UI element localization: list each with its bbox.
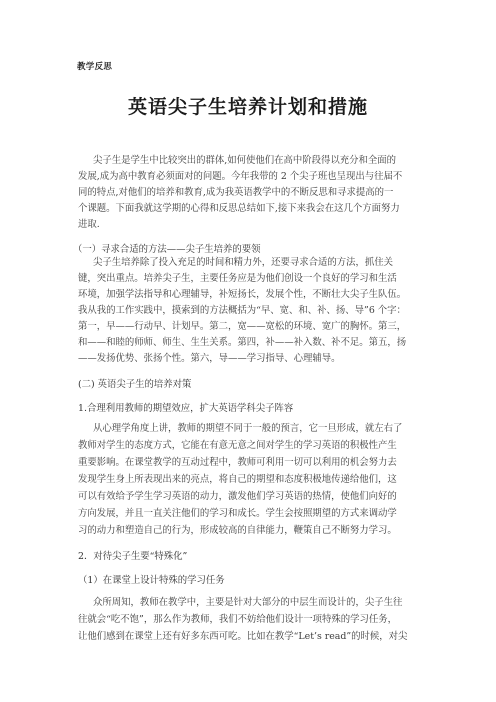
point1-line: 习的动力和塑造自己的行为，形成较高的自律能力，鞭策自己不断努力学习。	[78, 525, 397, 536]
sub1-line: 众所周知，教师在教学中，主要是针对大部分的中层生而设计的，尖子生往	[93, 597, 403, 608]
section1-line: 尖子生培养除了投入充足的时间和精力外，还要寻求合适的方法，抓住关	[93, 257, 394, 268]
section1-line: 和——和睦的师师、师生、生生关系。第四，补——补入数、补不足。第五，扬	[78, 337, 407, 348]
section1-line: 我从我的工作实践中，摸索到的方法概括为“早、宽、和、补、扬、导”6 个字：	[78, 305, 406, 316]
intro-line: 尖子生是学生中比较突出的群体,如何使他们在高中阶段得以充分和全面的	[93, 155, 396, 166]
point1-line: 重要影响。在课堂教学的互动过程中，教师可利用一切可以利用的机会努力去	[78, 457, 397, 468]
section1-line: ——发扬优势、张扬个性。第六，导——学习指导、心理辅导。	[78, 353, 341, 364]
point1-line: 从心理学角度上讲，教师的期望不同于一般的预言，它一旦形成，就左右了	[93, 423, 403, 434]
sub1-line: 往就会“吃不饱”，那么作为教师，我们不妨给他们设计一项特殊的学习任务，	[78, 614, 397, 625]
point1-line: 教师对学生的态度方式，它能在有意无意之间对学生的学习英语的积极性产生	[78, 440, 397, 451]
point1-line: 可以有效给予学生学习英语的动力，激发他们学习英语的热情，使他们向好的	[78, 491, 397, 502]
point1-line: 方向发展，并且一直关注他们的学习和成长。学生会按照期望的方式来调动学	[78, 508, 397, 519]
section-heading: (二) 英语尖子生的培养对策	[78, 379, 192, 390]
subsection-heading: 1.合理利用教师的期望效应，扩大英语学科尖子阵容	[78, 403, 294, 414]
page-title: 英语尖子生培养计划和措施	[127, 96, 368, 118]
sub1-line: 让他们感到在课堂上还有好多东西可吃。比如在教学“Let’s read”的时候，对尖	[78, 631, 408, 642]
intro-line: 发展,成为高中教育必须面对的问题。今年我带的 2 个尖子班也呈现出与往届不	[78, 171, 403, 182]
section-heading: （一）寻求合适的方法——尖子生培养的要领	[73, 244, 261, 255]
intro-line: 个课题。下面我就这学期的心得和反思总结如下,接下来我会在这几个方面努力	[78, 203, 400, 214]
intro-line: 进取.	[78, 219, 100, 230]
point1-line: 发现学生身上所表现出来的亮点，将自己的期望和态度积极地传递给他们，这	[78, 474, 397, 485]
subsection-heading: 2．对待尖子生要“特殊化”	[78, 551, 188, 562]
intro-line: 同的特点,对他们的培养和教育,成为我英语教学中的不断反思和寻求提高的一	[78, 187, 394, 198]
document-label: 教学反思	[77, 62, 113, 72]
subsection-heading: （1）在课堂上设计特殊的学习任务	[78, 575, 225, 586]
section1-line: 键，突出重点。培养尖子生，主要任务应是为他们创设一个良好的学习和生活	[78, 273, 397, 284]
section1-line: 第一，早——行动早、计划早。第二，宽——宽松的环境、宽广的胸怀。第三，	[78, 321, 407, 332]
section1-line: 环境，加强学法指导和心理辅导，补短扬长，发展个性，不断壮大尖子生队伍。	[78, 289, 407, 300]
